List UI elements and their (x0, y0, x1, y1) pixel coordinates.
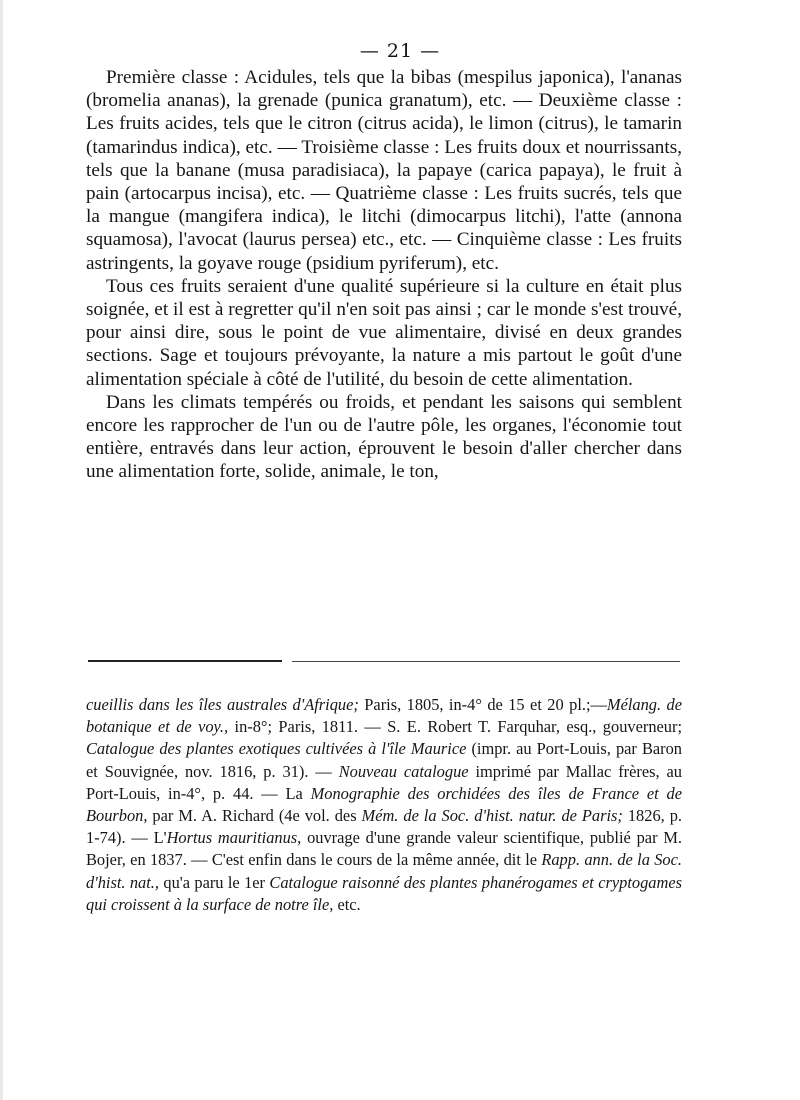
body-text (86, 66, 682, 484)
separator-long-rule (292, 661, 680, 662)
paragraph-climates: Dans les climats tempérés ou froids, et pendant les saisons qui semblent encore les rapprocher de l'un ou de l'autre pôle, les organes, l'économie tout entière, entravés dans leur action, éprouvent le besoin d'aller chercher dans une alimentation forte, solide, animale, le ton, (86, 391, 682, 483)
footnote-segment: etc. (333, 894, 361, 914)
footnote-segment: in-8°; Paris, 1811. — S. E. Robert T. Farquhar, esq., gouverneur; (228, 717, 682, 737)
footnote-segment: Monographie des orchidées des îles de France et de Bourbon, (86, 783, 682, 826)
footnote-separator (88, 660, 680, 663)
footnote-segment: ouvrage d'une grande valeur scientifique, publié par M. Bojer, en 1837. — C'est enfin dans le cours de la même année, dit le (86, 828, 683, 870)
paragraph-fruit-classes: Première classe : Acidules, tels que la bibas (mespilus japonica), l'ananas (bromelia ananas), la grenade (punica granatum), etc. — Deuxième classe : Les fruits acides, tels que le citron (citrus acida), le limon (citrus), le tamarin (tamarindus indica), etc. — Troisième classe : Les fruits doux et nourrissants, tels que la banane (musa paradisiaca), la papaye (carica papaya), le fruit à pain (artocarpus incisa), etc. — Quatrième classe : Les fruits sucrés, tels que la mangue (mangifera indica), le litchi (dimocarpus litchi), l'atte (annona squamosa), l'avocat (laurus persea) etc., etc. — Cinquième classe : Les fruits astringents, la goyave rouge (psidium pyriferum), etc. (86, 67, 682, 274)
separator-short-rule (88, 660, 282, 662)
footnote-segment: Catalogue des plantes exotiques cultivées à l'île Maurice (86, 739, 467, 759)
footnote-segment: par M. A. Richard (4e vol. des (147, 806, 362, 826)
footnote-text (86, 694, 682, 916)
footnote-segment: 1826, p. 1-74). — L' (86, 806, 682, 848)
footnote (86, 694, 682, 916)
footnote-segment: Mém. de la Soc. d'hist. natur. de Paris; (361, 806, 623, 826)
footnote-segment: cueillis dans les îles australes d'Afrique; (86, 695, 359, 714)
footnote-segment: Catalogue raisonné des plantes phanérogames et cryptogames qui croissent à la surface de notre île, (86, 872, 682, 914)
footnote-segment: (impr. au Port-Louis, par Baron et Souvignée, nov. 1816, p. 31). — (86, 739, 682, 781)
footnote-segment: qu'a paru le 1er (159, 872, 270, 892)
footnote-segment: Mélang. de botanique et de voy., (86, 695, 682, 737)
page-edge-shadow (0, 0, 3, 1100)
footnote-segment: imprimé par Mallac frères, au Port-Louis, in-4°, p. 44. — La (86, 761, 682, 803)
page-number: — 21 — (359, 40, 441, 62)
footnote-segment: Rapp. ann. de la Soc. d'hist. nat., (86, 850, 682, 892)
footnote-segment: Nouveau catalogue (338, 761, 469, 781)
footnote-segment: Hortus mauritianus, (166, 828, 302, 848)
paragraph-fruit-quality: Tous ces fruits seraient d'une qualité supérieure si la culture en était plus soignée, et il est à regretter qu'il n'en soit pas ainsi ; car le monde s'est trouvé, pour ainsi dire, sous le point de vue alimentaire, divisé en deux grandes sections. Sage et toujours prévoyante, la nature a mis partout le goût d'une alimentation spéciale à côté de l'utilité, du besoin de cette alimentation. (86, 275, 682, 390)
footnote-segment: Paris, 1805, in-4° de 15 et 20 pl.;— (358, 695, 607, 714)
